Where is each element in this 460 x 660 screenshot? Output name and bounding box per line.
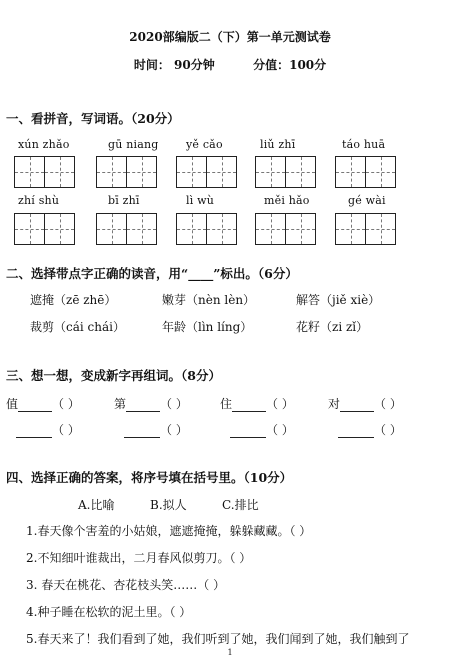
writing-cell[interactable]	[44, 213, 75, 245]
section-4-heading: 四、选择正确的答案，将序号填在括号里。（10分）	[6, 470, 293, 485]
score-label: 分值：100分	[253, 58, 327, 72]
writing-cell[interactable]	[285, 213, 316, 245]
writing-cell[interactable]	[285, 156, 316, 188]
source-char: 值	[6, 397, 19, 411]
answer-blank[interactable]	[338, 437, 374, 438]
question-item[interactable]: 2.不知细叶谁裁出，二月春风似剪刀。（ ）	[26, 551, 252, 565]
pinyin-label: bī zhī	[108, 194, 140, 207]
option-c: C.排比	[222, 498, 259, 512]
question-item[interactable]: 3. 春天在桃花、杏花枝头笑……（ ）	[26, 578, 226, 592]
source-char: 对	[328, 397, 341, 411]
writing-cell[interactable]	[335, 156, 366, 188]
word-building-item	[230, 421, 294, 438]
writing-cell[interactable]	[255, 156, 286, 188]
writing-cell[interactable]	[335, 213, 366, 245]
answer-blank[interactable]	[16, 437, 52, 438]
word-building-item	[220, 395, 294, 412]
writing-cell[interactable]	[44, 156, 75, 188]
pronunciation-item[interactable]: 解答（jiě xiè）	[296, 293, 381, 307]
pinyin-label: liǔ zhī	[260, 138, 296, 151]
answer-paren[interactable]: （ ）	[52, 423, 80, 437]
answer-blank[interactable]	[232, 411, 266, 412]
writing-cell[interactable]	[126, 156, 157, 188]
source-char: 住	[220, 397, 233, 411]
page-title: 2020部编版二（下）第一单元测试卷	[129, 30, 331, 44]
page-number: 1	[227, 648, 233, 657]
pinyin-label: gé wài	[348, 194, 386, 207]
pronunciation-item[interactable]: 遮掩（zē zhē）	[30, 293, 117, 307]
section-1-heading: 一、看拼音，写词语。（20分）	[6, 111, 180, 126]
pinyin-label: lì wù	[186, 194, 215, 207]
answer-blank[interactable]	[126, 411, 160, 412]
answer-paren[interactable]: （ ）	[266, 397, 294, 411]
writing-cell[interactable]	[176, 213, 207, 245]
section-3-heading: 三、想一想，变成新字再组词。（8分）	[6, 368, 221, 383]
writing-cell[interactable]	[96, 156, 127, 188]
writing-cell[interactable]	[14, 213, 45, 245]
word-building-item	[124, 421, 188, 438]
answer-paren[interactable]: （ ）	[374, 397, 402, 411]
pinyin-label: gū niang	[108, 138, 159, 151]
pronunciation-item[interactable]: 嫩芽（nèn lèn）	[162, 293, 256, 307]
word-building-item	[6, 395, 80, 412]
answer-paren[interactable]: （ ）	[160, 397, 188, 411]
pronunciation-item[interactable]: 裁剪（cái chái）	[30, 320, 125, 334]
question-item[interactable]: 5.春天来了！我们看到了她，我们听到了她，我们闻到了她，我们触到了	[26, 632, 410, 646]
option-b: B.拟人	[150, 498, 187, 512]
answer-blank[interactable]	[18, 411, 52, 412]
exam-info	[0, 56, 460, 73]
writing-cell[interactable]	[365, 156, 396, 188]
writing-cell[interactable]	[206, 156, 237, 188]
question-item[interactable]: 4.种子睡在松软的泥土里。（ ）	[26, 605, 192, 619]
word-building-item	[338, 421, 402, 438]
pinyin-label: yě cǎo	[186, 138, 223, 151]
answer-blank[interactable]	[230, 437, 266, 438]
pinyin-label: měi hǎo	[264, 194, 310, 207]
time-label: 时间： 90分钟	[133, 58, 215, 72]
writing-cell[interactable]	[96, 213, 127, 245]
pronunciation-item[interactable]: 年龄（lìn líng）	[162, 320, 253, 334]
writing-cell[interactable]	[365, 213, 396, 245]
writing-cell[interactable]	[14, 156, 45, 188]
writing-cell[interactable]	[126, 213, 157, 245]
word-building-item	[16, 421, 80, 438]
answer-paren[interactable]: （ ）	[52, 397, 80, 411]
option-a: A.比喻	[78, 498, 115, 512]
writing-cell[interactable]	[255, 213, 286, 245]
word-building-item	[114, 395, 188, 412]
source-char: 第	[114, 397, 127, 411]
pinyin-label: xún zhǎo	[18, 138, 70, 151]
writing-cell[interactable]	[176, 156, 207, 188]
answer-blank[interactable]	[340, 411, 374, 412]
pinyin-label: zhí shù	[18, 194, 60, 207]
answer-blank[interactable]	[124, 437, 160, 438]
word-building-item	[328, 395, 402, 412]
section-2-heading: 二、选择带点字正确的读音，用“____”标出。（6分）	[6, 266, 298, 281]
pronunciation-item[interactable]: 花籽（zi zǐ）	[296, 320, 369, 334]
answer-paren[interactable]: （ ）	[160, 423, 188, 437]
question-item[interactable]: 1.春天像个害羞的小姑娘，遮遮掩掩，躲躲藏藏。（ ）	[26, 524, 312, 538]
answer-paren[interactable]: （ ）	[374, 423, 402, 437]
writing-cell[interactable]	[206, 213, 237, 245]
answer-paren[interactable]: （ ）	[266, 423, 294, 437]
pinyin-label: táo huā	[342, 138, 386, 151]
